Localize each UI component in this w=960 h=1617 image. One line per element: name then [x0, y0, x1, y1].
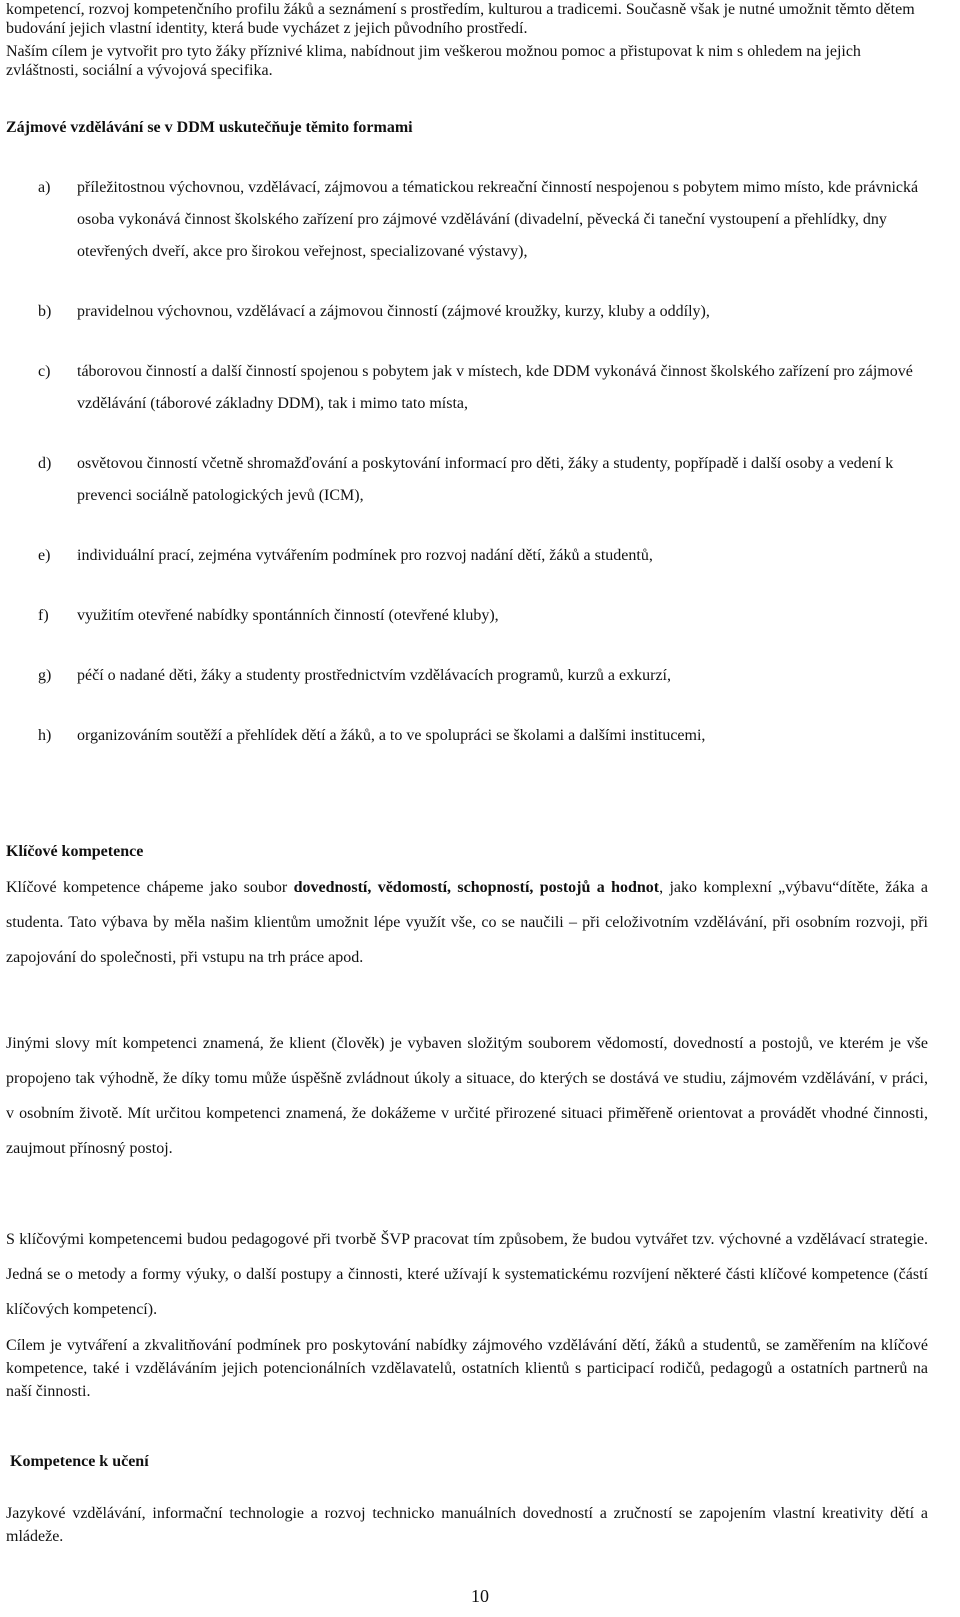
list-item-text: organizováním soutěží a přehlídek dětí a žáků, a to ve spolupráci se školami a dalšími institucemi, — [77, 727, 706, 744]
key-p1-start: Klíčové kompetence chápeme jako soubor — [6, 879, 294, 896]
list-item-text: příležitostnou výchovnou, vzdělávací, zájmovou a tématickou rekreační činností nespojenou s pobytem mimo místo, kde právnická osoba vykonává činnost školského zařízení pro zájmové vzdělávání (divadelní, pěvecká či taneční vystoupení a přehlídky, dny otevřených dveří, akce pro širokou veřejnost, specializované výstavy), — [77, 179, 919, 260]
learning-competence-heading: Kompetence k učení — [10, 1453, 149, 1470]
list-item-label: a) — [38, 179, 51, 196]
list-item-text: individuální prací, zejména vytvářením podmínek pro rozvoj nadání dětí, žáků a studentů, — [77, 547, 653, 564]
list-item-label: b) — [38, 303, 52, 320]
list-item-text: táborovou činností a další činností spojenou s pobytem jak v místech, kde DDM vykonává činnost školského zařízení pro zájmové vzdělávání (táborové základny DDM), tak i mimo tato místa, — [77, 363, 913, 412]
intro-paragraph-goal: Naším cílem je vytvořit pro tyto žáky příznivé klima, nabídnout jim veškerou možnou pomoc a přistupovat k nim s ohledem na jejich zvláštnosti, sociální a vývojová specifika. — [6, 43, 861, 79]
list-item — [6, 296, 928, 328]
key-competences-paragraph — [6, 870, 928, 975]
list-item-label: c) — [38, 363, 51, 380]
key-p1-bold: dovedností, vědomostí, schopností, postojů a hodnot — [293, 879, 660, 896]
list-item-text: využitím otevřené nabídky spontánních činností (otevřené kluby), — [77, 607, 499, 624]
list-item-label: e) — [38, 547, 51, 564]
list-item-label: g) — [38, 667, 52, 684]
goal-paragraph: Cílem je vytváření a zkvalitňování podmínek pro poskytování nabídky zájmového vzdělávání dětí, žáků a studentů, se zaměřením na klíčové kompetence, také i vzděláváním jejich potencionálních vzdělavatelů, ostatních klientů s participací rodičů, pedagogů a ostatních partnerů na naší činnosti. — [6, 1337, 928, 1400]
key-competences-heading: Klíčové kompetence — [6, 843, 144, 860]
list-item-text: péčí o nadané děti, žáky a studenty prostřednictvím vzdělávacích programů, kurzů a exkurzí, — [77, 667, 671, 684]
forms-heading: Zájmové vzdělávání se v DDM uskutečňuje těmito formami — [6, 119, 413, 136]
list-item — [6, 356, 928, 420]
list-item-text: pravidelnou výchovnou, vzdělávací a zájmovou činností (zájmové kroužky, kurzy, kluby a oddíly), — [77, 303, 710, 320]
learning-competence-paragraph: Jazykové vzdělávání, informační technologie a rozvoj technicko manuálních dovedností a zručností se zapojením vlastní kreativity dětí a mládeže. — [6, 1505, 928, 1545]
list-item — [6, 448, 928, 512]
list-item — [6, 660, 928, 692]
strategies-paragraph: S klíčovými kompetencemi budou pedagogové při tvorbě ŠVP pracovat tím způsobem, že budou vytvářet tzv. výchovné a vzdělávací strategie. Jedná se o metody a formy výuky, o další postupy a činnosti, které užívají k systematickému rozvíjení některé části klíčové kompetence (částí klíčových kompetencí). — [6, 1231, 928, 1318]
forms-list — [6, 172, 928, 752]
list-item — [6, 720, 928, 752]
list-item-text: osvětovou činností včetně shromažďování a poskytování informací pro děti, žáky a studenty, popřípadě i další osoby a vedení k prevenci sociálně patologických jevů (ICM), — [77, 455, 894, 504]
list-item-label: f) — [38, 607, 49, 624]
list-item — [6, 172, 928, 268]
list-item-label: d) — [38, 455, 52, 472]
list-item-label: h) — [38, 727, 52, 744]
list-item — [6, 540, 928, 572]
page-number: 10 — [471, 1586, 489, 1606]
intro-paragraph: kompetencí, rozvoj kompetenčního profilu žáků a seznámení s prostředím, kulturou a tradicemi. Současně však je nutné umožnit těmto dětem budování jejich vlastní identity, která bude vycházet z jejich původního prostředí. — [6, 1, 915, 37]
competence-definition-paragraph: Jinými slovy mít kompetenci znamená, že klient (člověk) je vybaven složitým souborem vědomostí, dovedností a postojů, ve kterém je vše propojeno tak výhodně, že díky tomu může úspěšně zvládnout úkoly a situace, do kterých se dostává ve studiu, zájmovém vzdělávání, v práci, v osobním životě. Mít určitou kompetenci znamená, že dokážeme v určité přirozené situaci přiměřeně orientovat a provádět vhodné činnosti, zaujmout přínosný postoj. — [6, 1035, 928, 1157]
key-p1-end: , jako komplexní „výbavu“dítěte, žáka a studenta. Tato výbava by měla našim klientům umožnit lépe využít vše, co se naučili – při celoživotním vzdělávání, při osobním rozvoji, při zapojování do společnosti, při vstupu na trh práce apod. — [6, 879, 929, 966]
list-item — [6, 600, 928, 632]
